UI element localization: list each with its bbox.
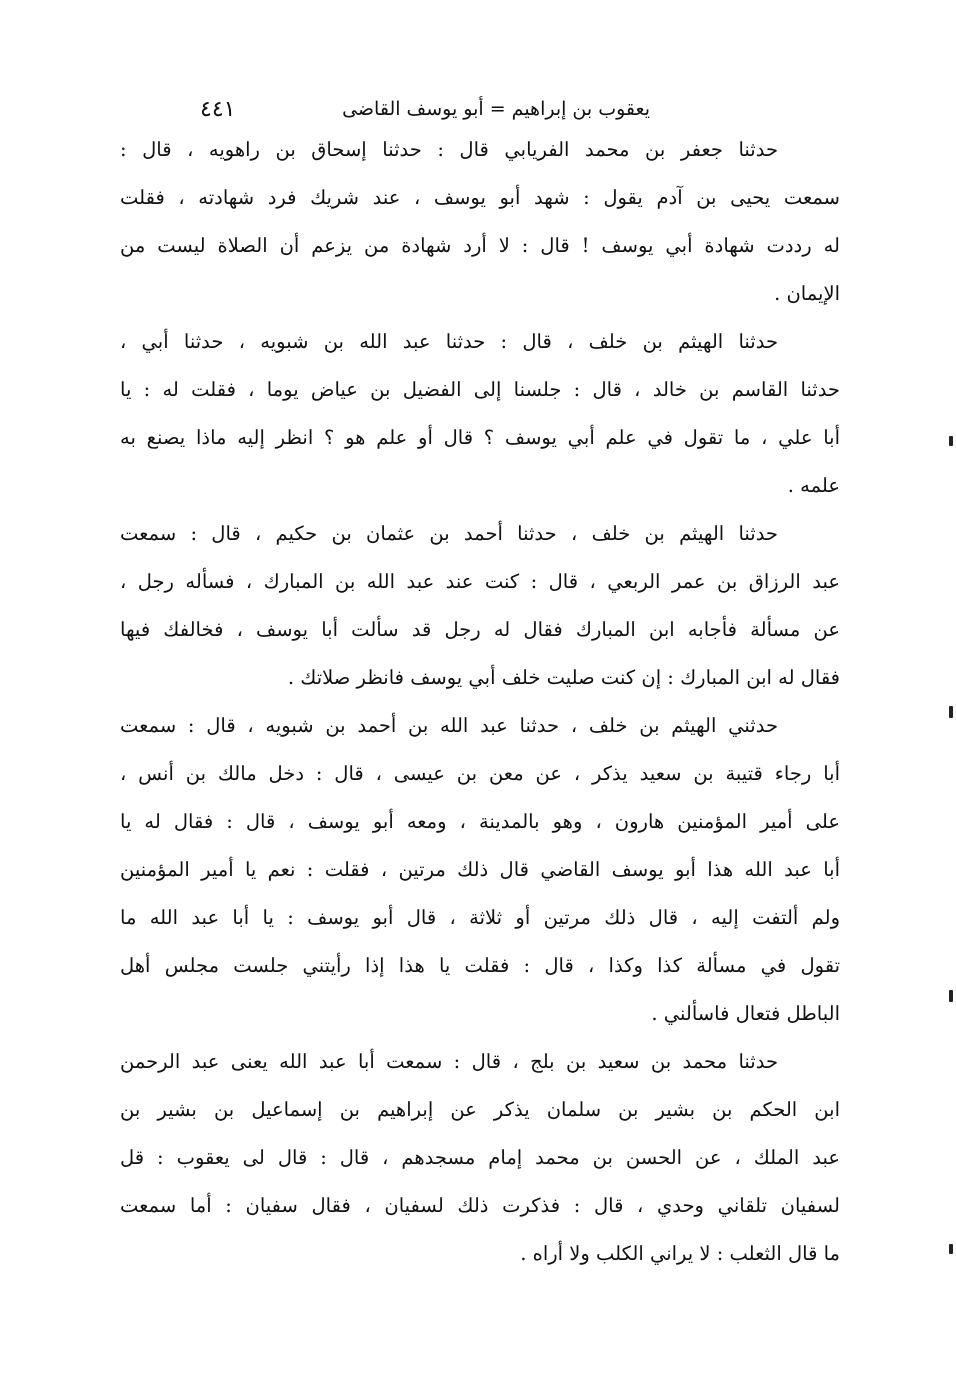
text-line: لسفيان تلقاني وحدي ، قال : فذكرت ذلك لسفيان ، فقال سفيان : أما سمعت: [120, 1194, 840, 1217]
page-number: ٤٤١: [200, 96, 236, 122]
text-line: حدثنا القاسم بن خالد ، قال : جلسنا إلى الفضيل بن عياض يوما ، فقلت له : يا: [120, 378, 840, 401]
margin-mark: [949, 706, 953, 718]
text-line: ما قال الثعلب : لا يراني الكلب ولا أراه .: [520, 1242, 840, 1265]
text-line: الإيمان .: [774, 282, 840, 305]
text-line: أبا علي ، ما تقول في علم أبي يوسف ؟ قال أو علم هو ؟ انظر إليه ماذا يصنع به: [120, 426, 840, 449]
text-line: عبد الملك ، عن الحسن بن محمد إمام مسجدهم ، قال : قال لى يعقوب : قل: [120, 1146, 840, 1169]
text-line: الباطل فتعال فاسألني .: [651, 1002, 840, 1025]
text-body: [120, 126, 840, 1278]
text-line: حدثنا الهيثم بن خلف ، حدثنا أحمد بن عثمان بن حكيم ، قال : سمعت: [120, 522, 778, 545]
text-line: عبد الرزاق بن عمر الربعي ، قال : كنت عند عبد الله بن المبارك ، فسأله رجل ،: [120, 570, 840, 593]
paragraph: [120, 318, 840, 510]
paragraph: [120, 126, 840, 318]
text-line: على أمير المؤمنين هارون ، وهو بالمدينة ، ومعه أبو يوسف ، قال : فقال له يا: [120, 810, 840, 833]
text-line: أبا رجاء قتيبة بن سعيد يذكر ، عن معن بن عيسى ، قال : دخل مالك بن أنس ،: [120, 762, 840, 785]
paragraph: [120, 702, 840, 1038]
text-line: حدثنا الهيثم بن خلف ، قال : حدثنا عبد الله بن شبويه ، حدثنا أبي ،: [120, 330, 778, 353]
text-line: أبا عبد الله هذا أبو يوسف القاضي قال ذلك مرتين ، فقلت : نعم يا أمير المؤمنين: [120, 858, 840, 881]
running-title: يعقوب بن إبراهيم = أبو يوسف القاضى: [342, 98, 650, 120]
running-header: [200, 92, 650, 126]
text-line: ولم ألتفت إليه ، قال ذلك مرتين أو ثلاثة ، قال أبو يوسف : يا أبا عبد الله ما: [120, 906, 840, 929]
text-line: عن مسألة فأجابه ابن المبارك فقال له رجل قد سألت أبا يوسف ، فخالفك فيها: [120, 618, 840, 641]
text-line: ابن الحكم بن بشير بن سلمان يذكر عن إبراهيم بن إسماعيل بن بشير بن: [120, 1098, 840, 1121]
paragraph: [120, 1038, 840, 1278]
text-line: له رددت شهادة أبي يوسف ! قال : لا أرد شهادة من يزعم أن الصلاة ليست من: [120, 234, 840, 257]
text-line: حدثني الهيثم بن خلف ، حدثنا عبد الله بن أحمد بن شبويه ، قال : سمعت: [120, 714, 778, 737]
text-line: حدثنا جعفر بن محمد الفريابي قال : حدثنا إسحاق بن راهويه ، قال :: [120, 138, 778, 161]
margin-mark: [949, 1244, 953, 1254]
text-line: حدثنا محمد بن سعيد بن بلج ، قال : سمعت أبا عبد الله يعنى عبد الرحمن: [120, 1050, 778, 1073]
text-line: فقال له ابن المبارك : إن كنت صليت خلف أبي يوسف فانظر صلاتك .: [287, 666, 840, 689]
text-line: علمه .: [787, 474, 840, 497]
text-line: سمعت يحيى بن آدم يقول : شهد أبو يوسف ، عند شريك فرد شهادته ، فقلت: [120, 186, 840, 209]
margin-mark: [949, 436, 953, 446]
margin-mark: [949, 990, 953, 1002]
text-line: تقول في مسألة كذا وكذا ، قال : فقلت يا هذا إذا رأيتني جلست مجلس أهل: [120, 954, 840, 977]
paragraph: [120, 510, 840, 702]
